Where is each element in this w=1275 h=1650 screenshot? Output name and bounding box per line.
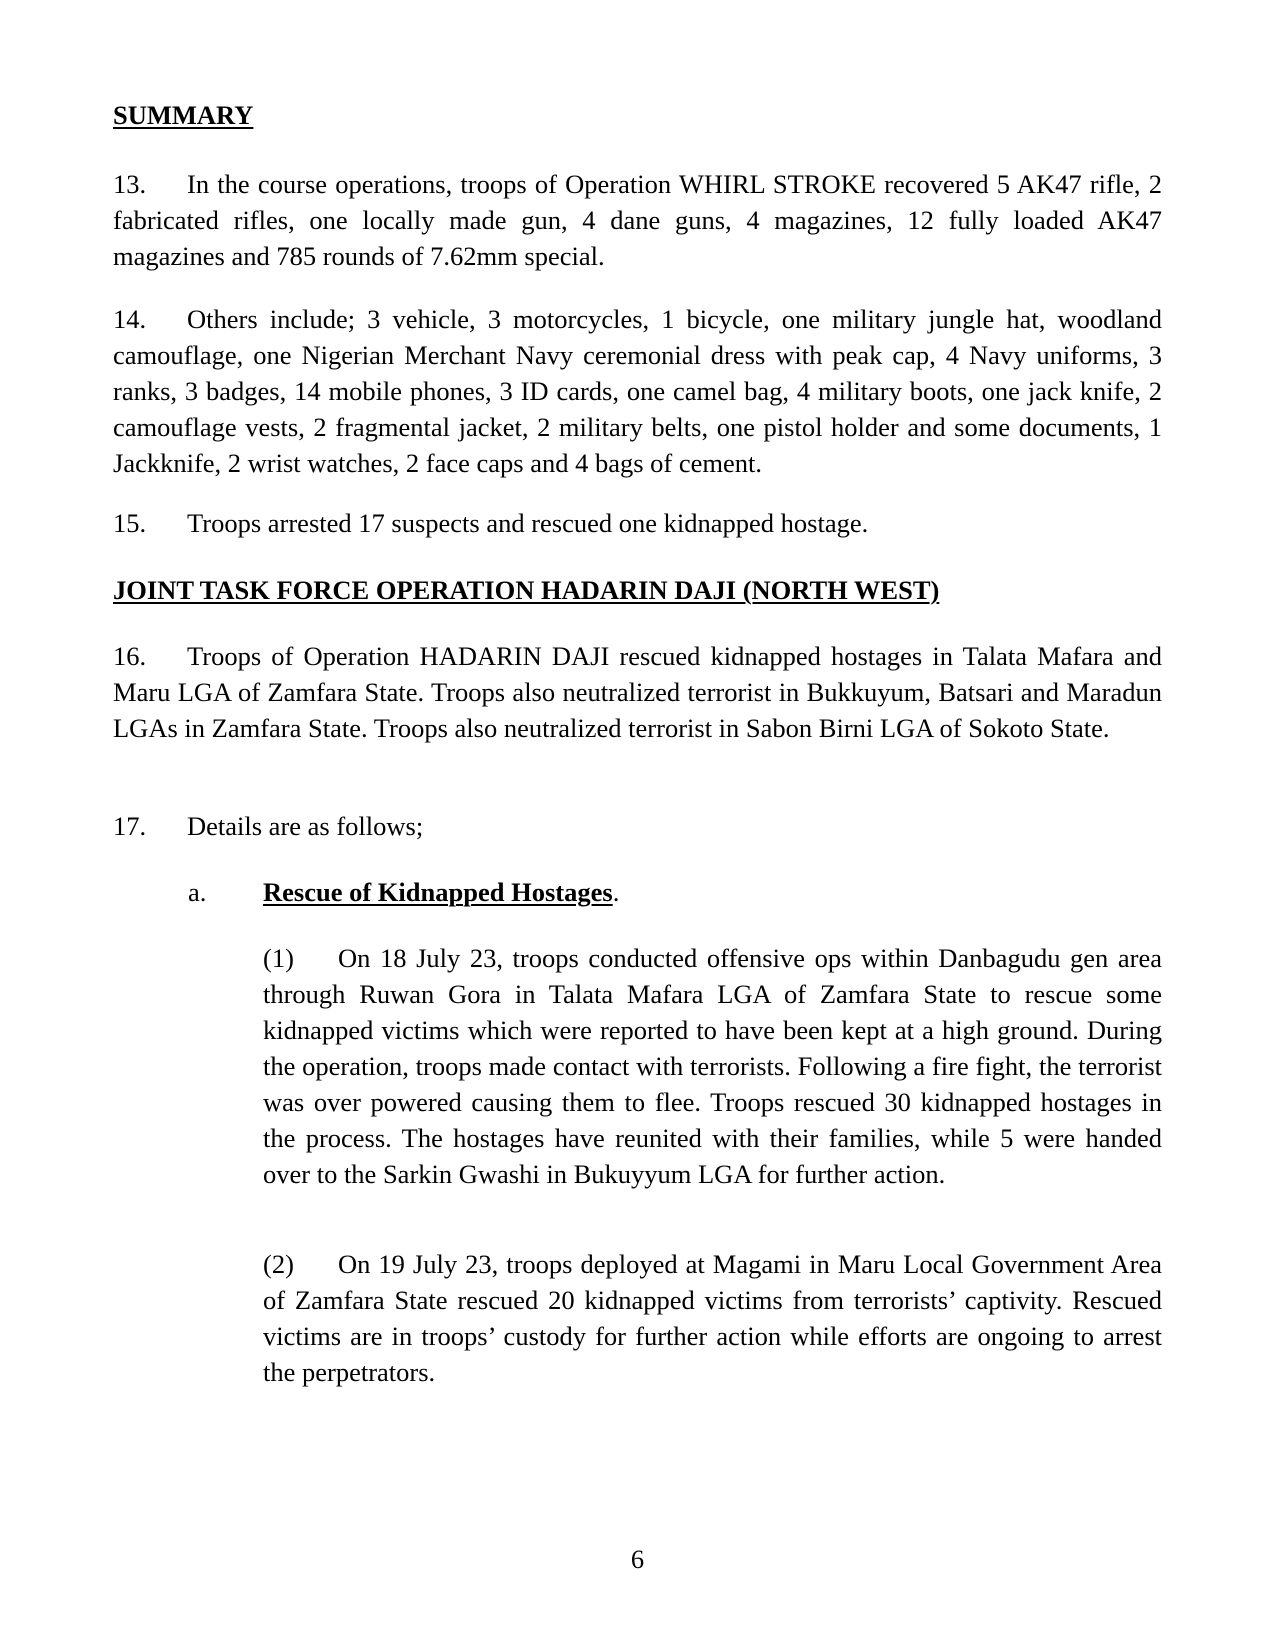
sub-paragraph-number: (1) (263, 943, 294, 973)
sub-paragraph-number: (2) (263, 1249, 294, 1279)
paragraph-text: Troops arrested 17 suspects and rescued one kidnapped hostage. (187, 508, 869, 538)
sub-paragraph-1 (263, 940, 1162, 1192)
paragraph-13 (113, 166, 1162, 274)
paragraph-number: 13. (113, 169, 147, 199)
section-heading: JOINT TASK FORCE OPERATION HADARIN DAJI (NORTH WEST) (113, 575, 940, 605)
subsection-letter: a. (188, 877, 207, 907)
paragraph-number: 15. (113, 508, 147, 538)
summary-heading: SUMMARY (113, 100, 254, 130)
paragraph-number: 17. (113, 811, 147, 841)
paragraph-text: In the course operations, troops of Operation WHIRL STROKE recovered 5 AK47 rifle, 2 fabricated rifles, one locally made gun, 4 dane guns, 4 magazines, 12 fully loaded AK47 magazines and 785 rounds of 7.62mm special. (113, 169, 1162, 271)
paragraph-16 (113, 638, 1162, 746)
sub-paragraph-2 (263, 1246, 1162, 1390)
paragraph-number: 16. (113, 641, 147, 671)
paragraph-15 (113, 505, 1162, 541)
paragraph-number: 14. (113, 304, 147, 334)
subsection-heading (188, 874, 619, 910)
paragraph-14 (113, 301, 1162, 481)
paragraph-text: Others include; 3 vehicle, 3 motorcycles, 1 bicycle, one military jungle hat, woodland camouflage, one Nigerian Merchant Navy ceremonial dress with peak cap, 4 Navy uniforms, 3 ranks, 3 badges, 14 mobile phones, 3 ID cards, one camel bag, 4 military boots, one jack knife, 2 camouflage vests, 2 fragmental jacket, 2 military belts, one pistol holder and some documents, 1 Jackknife, 2 wrist watches, 2 face caps and 4 bags of cement. (113, 304, 1162, 478)
paragraph-17 (113, 808, 1162, 844)
paragraph-text: Details are as follows; (187, 811, 424, 841)
subsection-title-suffix: . (612, 877, 620, 907)
sub-paragraph-text: On 18 July 23, troops conducted offensive ops within Danbagudu gen area through Ruwan Gora in Talata Mafara LGA of Zamfara State to rescue some kidnapped victims which were reported to have been kept at a high ground. During the operation, troops made contact with terrorists. Following a fire fight, the terrorist was over powered causing them to flee. Troops rescued 30 kidnapped hostages in the process. The hostages have reunited with their families, while 5 were handed over to the Sarkin Gwashi in Bukuyyum LGA for further action. (263, 943, 1162, 1189)
sub-paragraph-text: On 19 July 23, troops deployed at Magami in Maru Local Government Area of Zamfara State rescued 20 kidnapped victims from terrorists’ captivity. Rescued victims are in troops’ custody for further action while efforts are ongoing to arrest the perpetrators. (263, 1249, 1162, 1387)
subsection-title: Rescue of Kidnapped Hostages (263, 877, 613, 907)
paragraph-text: Troops of Operation HADARIN DAJI rescued kidnapped hostages in Talata Mafara and Maru LGA of Zamfara State. Troops also neutralized terrorist in Bukkuyum, Batsari and Maradun LGAs in Zamfara State. Troops also neutralized terrorist in Sabon Birni LGA of Sokoto State. (113, 641, 1162, 743)
page-number: 6 (630, 1544, 645, 1574)
